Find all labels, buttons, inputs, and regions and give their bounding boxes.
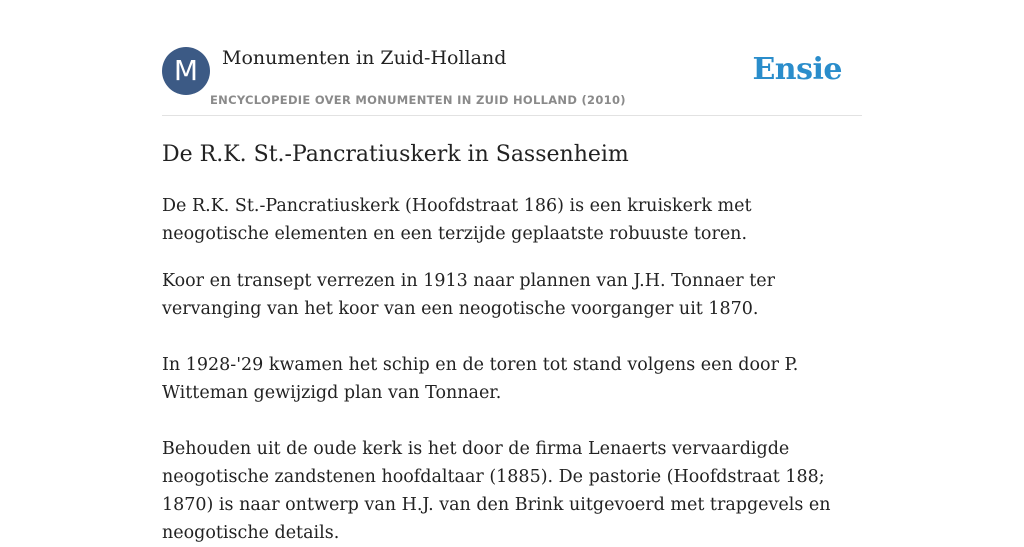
article-paragraph: Koor en transept verrezen in 1913 naar plannen van J.H. Tonnaer ter vervanging van het koor van een neogotische voorganger uit 1870. [162,271,775,319]
article-paragraph: Behouden uit de oude kerk is het door de firma Lenaerts vervaardigde neogotische zandstenen hoofdaltaar (1885). De pastorie (Hoofdstraat 188; 1870) is naar ontwerp van H.J. van den Brink uitgevoerd met trapgevels en neogotische details. [162,439,831,543]
avatar[interactable]: M [162,47,210,95]
article-title: De R.K. St.-Pancratiuskerk in Sassenheim [162,142,629,167]
site-subtitle: ENCYCLOPEDIE OVER MONUMENTEN IN ZUID HOLLAND (2010) [210,93,626,107]
header [162,46,862,116]
header-divider [162,115,862,116]
brand-logo[interactable]: Ensie [752,52,842,87]
site-title[interactable]: Monumenten in Zuid-Holland [222,47,507,69]
article-paragraph: De R.K. St.-Pancratiuskerk (Hoofdstraat 186) is een kruiskerk met neogotische elementen en een terzijde geplaatste robuuste toren. [162,196,752,244]
article-paragraph: In 1928-'29 kwamen het schip en de toren tot stand volgens een door P. Witteman gewijzigd plan van Tonnaer. [162,355,799,403]
